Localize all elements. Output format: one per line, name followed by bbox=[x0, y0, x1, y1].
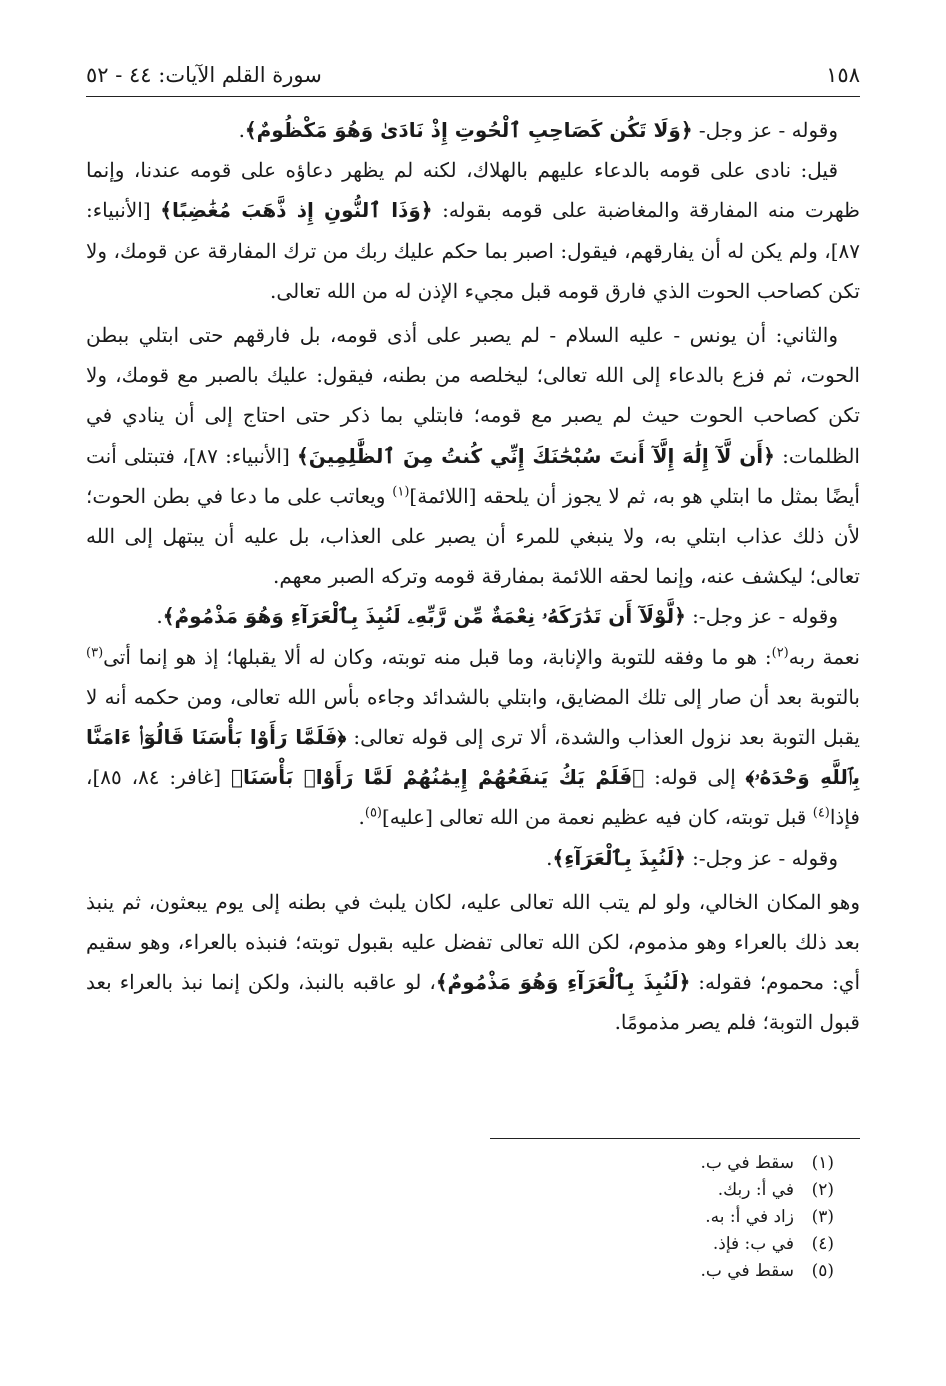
paragraph-5-b: : هو ما وفقه للتوبة والإنابة، وما قبل منه توبته، وكان له ألا يقبلها؛ إذ هو إنما أتى bbox=[103, 644, 772, 669]
footnote-number: (٥) bbox=[811, 1261, 834, 1281]
footnote-item bbox=[434, 1258, 834, 1285]
footnote-text: في أ: ربك. bbox=[717, 1180, 794, 1200]
paragraph-4-tail: . bbox=[156, 604, 163, 629]
footnote-number: (٣) bbox=[811, 1207, 834, 1227]
paragraph-3-tail: ويعاتب على ما دعا في بطن الحوت؛ لأن ذلك عذاب ابتلي به، ولا ينبغي للمرء أن يصبر على العذاب، بل عليه أن يبتهل إلى الله تعالى؛ ليكشف عنه، وإنما لحقه اللائمة بمفارقة قومه وتركه الصبر معهم. bbox=[86, 483, 860, 589]
footnote-item bbox=[434, 1177, 834, 1204]
paragraph-6-tail: . bbox=[546, 845, 553, 870]
running-title: سورة القلم الآيات: ٤٤ - ٥٢ bbox=[86, 63, 322, 87]
paragraph-7 bbox=[86, 882, 860, 1043]
footnote-text: سقط في ب. bbox=[700, 1261, 794, 1281]
footnote-text: سقط في ب. bbox=[700, 1153, 794, 1173]
paragraph-5-e: [غافر: ٨٤، ٨٥]، فإذا bbox=[86, 765, 860, 830]
paragraph-5-a: نعمة ربه bbox=[788, 644, 860, 669]
quran-verse: ﴿وَذَا ٱلنُّونِ إِذ ذَّهَبَ مُغَٰضِبًا﴾ bbox=[160, 198, 433, 223]
quran-verse: ﴿وَلَا تَكُن كَصَاحِبِ ٱلْحُوتِ إِذْ نَادَىٰ وَهُوَ مَكْظُومٌ﴾ bbox=[244, 118, 693, 142]
paragraph-5-g: . bbox=[358, 805, 365, 830]
footnote-marker[interactable]: (٥) bbox=[364, 805, 382, 821]
paragraph-3-text: والثاني: أن يونس - عليه السلام - لم يصبر على أذى قومه، بل فارقهم حتى ابتلي ببطن الحوت، ثم فزع بالدعاء إلى الله تعالى؛ ليخلصه من بطنه، فيقول: عليك بالصبر مع قومك، ولا تكن كصاحب الحوت حيث لم يصبر مع قومه؛ فابتلي بما ذكر حتى احتاج إلى أن ينادي في الظلمات: bbox=[86, 323, 860, 468]
paragraph-6 bbox=[86, 838, 860, 878]
header-divider bbox=[86, 96, 860, 97]
footnote-item bbox=[434, 1204, 834, 1231]
quran-verse: ﴿لَنُبِذَ بِٱلْعَرَآءِ وَهُوَ مَذْمُومٌ﴾ bbox=[435, 970, 691, 995]
running-header bbox=[86, 58, 860, 92]
paragraph-1-lead: وقوله - عز وجل- bbox=[692, 118, 838, 142]
paragraph-3-mid: [الأنبياء: ٨٧]، فتبتلى أنت أيضًا بمثل ما ابتلي هو به، ثم لا يجوز أن يلحقه [اللائمة] bbox=[86, 443, 860, 508]
quran-verse: ﴿أَن لَّآ إِلَٰهَ إِلَّآ أَنتَ سُبْحَٰنَكَ إِنِّي كُنتُ مِنَ ٱلظَّٰلِمِينَ﴾ bbox=[296, 443, 775, 468]
paragraph-1-tail: . bbox=[238, 118, 245, 142]
footnote-marker[interactable]: (١) bbox=[392, 484, 410, 500]
paragraph-2-tail: [الأنبياء: ٨٧]، ولم يكن له أن يفارقهم، فيقول: اصبر بما حكم عليك ربك من ترك المفارقة عن قومك، ولا تكن كصاحب الحوت الذي فارق قومه قبل مجيء الإذن له من الله تعالى. bbox=[86, 198, 860, 303]
paragraph-3 bbox=[86, 315, 860, 596]
paragraph-7-tail: ، لو عاقبه بالنبذ، ولكن إنما نبذ بالعراء بعد قبول التوبة؛ فلم يصر مذمومًا. bbox=[86, 970, 860, 1035]
paragraph-2 bbox=[86, 150, 860, 311]
quran-verse: ﴿لَّوْلَآ أَن تَدَٰرَكَهُۥ نِعْمَةٌ مِّن رَّبِّهِۦ لَنُبِذَ بِٱلْعَرَآءِ وَهُوَ مَذْمُومٌ﴾ bbox=[162, 604, 686, 629]
quran-verse: ﴿لَنُبِذَ بِٱلْعَرَآءِ﴾ bbox=[552, 845, 686, 870]
footnote-item bbox=[434, 1231, 834, 1258]
footnote-number: (٢) bbox=[811, 1180, 834, 1200]
footnote-number: (١) bbox=[811, 1153, 834, 1173]
footnote-marker[interactable]: (٣) bbox=[86, 644, 104, 660]
footnote-marker[interactable]: (٢) bbox=[771, 644, 789, 660]
footnote-item bbox=[434, 1150, 834, 1177]
paragraph-2-text: قيل: نادى على قومه بالدعاء عليهم بالهلاك، لكنه لم يظهر دعاؤه على قومه عندنا، وإنما ظهرت منه المفارقة والمغاضبة على قومه بقوله: bbox=[86, 158, 860, 223]
paragraph-4-lead: وقوله - عز وجل-: bbox=[685, 604, 838, 629]
paragraph-5 bbox=[86, 637, 860, 838]
quran-verse: ﴿فَلَمْ يَكُ يَنفَعُهُمْ إِيمَٰنُهُمْ لَمَّا رَأَوْا۟ بَأْسَنَا﴾ bbox=[230, 765, 645, 790]
footnote-number: (٤) bbox=[811, 1234, 834, 1254]
quran-verse: ﴿فَلَمَّا رَأَوْا بَأْسَنَا قَالُوٓا۟ ءَامَنَّا بِٱللَّهِ وَحْدَهُۥ﴾ bbox=[86, 725, 861, 790]
page-number: ١٥٨ bbox=[826, 63, 860, 87]
footnote-divider bbox=[490, 1138, 860, 1139]
paragraph-5-f: قبل توبته، كان فيه عظيم نعمة من الله تعالى [عليه] bbox=[382, 805, 813, 830]
footnotes bbox=[434, 1150, 834, 1285]
paragraph-4 bbox=[86, 596, 860, 636]
footnote-text: زاد في أ: به. bbox=[705, 1207, 794, 1227]
paragraph-5-c: بالتوبة بعد أن صار إلى تلك المضايق، وابتلي بالشدائد وجاءه بأس الله تعالى، ومن حكمه أنه لا يقبل التوبة بعد نزول العذاب والشدة، ألا ترى إلى قوله تعالى: bbox=[86, 684, 860, 750]
paragraph-7-text: وهو المكان الخالي، ولو لم يتب الله تعالى عليه، لكان يلبث في بطنه إلى يوم يبعثون، ثم ينبذ بعد ذلك بالعراء وهو مذموم، لكن الله تعالى تفضل عليه بقبول توبته؛ فنبذه بالعراء، وهو سقيم أي: محموم؛ فقوله: bbox=[86, 889, 861, 995]
main-text bbox=[86, 110, 860, 1043]
paragraph-6-lead: وقوله - عز وجل-: bbox=[685, 845, 838, 870]
footnote-marker[interactable]: (٤) bbox=[812, 805, 830, 821]
paragraph-1 bbox=[86, 110, 860, 150]
footnote-text: في ب: فإذ. bbox=[712, 1234, 794, 1254]
paragraph-5-d: إلى قوله: bbox=[644, 765, 746, 790]
